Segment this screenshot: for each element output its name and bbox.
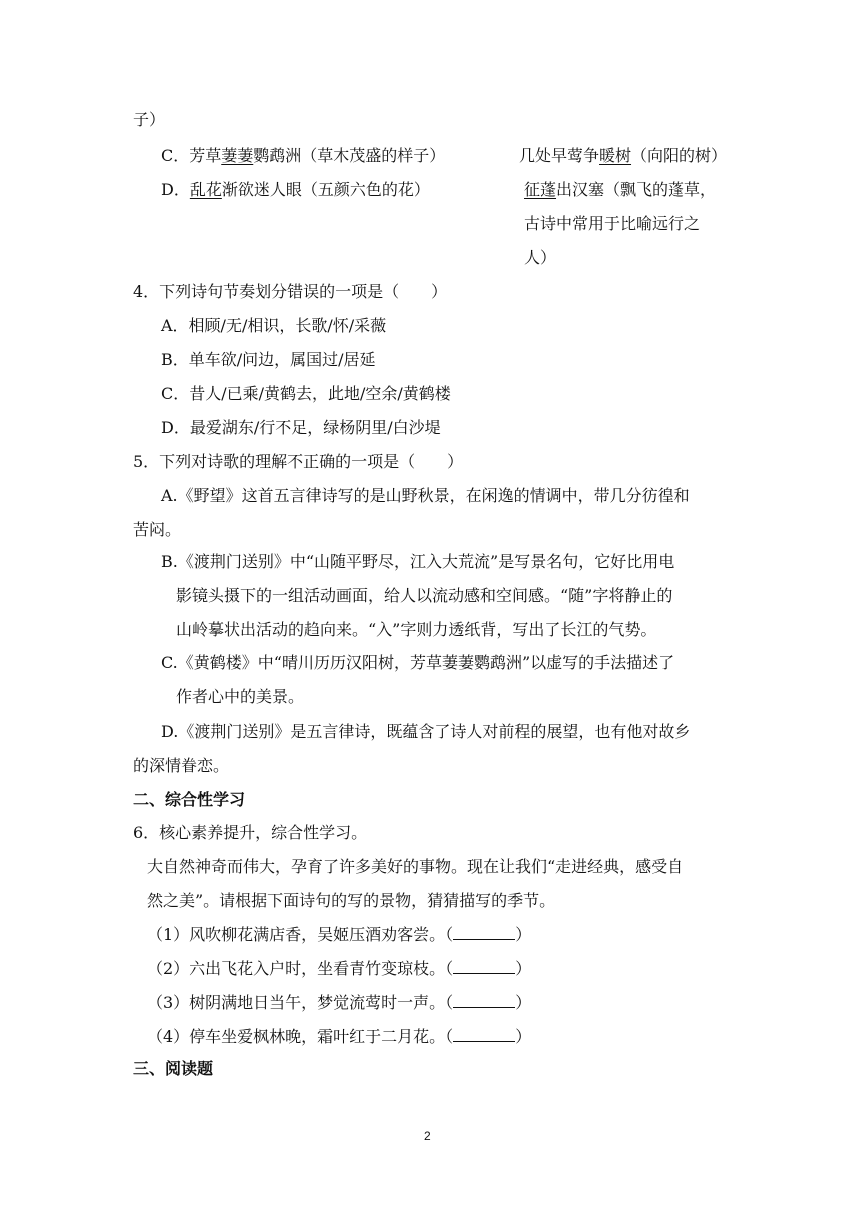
q5-option-c-line1: C.《黄鹤楼》中“晴川历历汉阳树，芳草萋萋鹦鹉洲”以虚写的手法描述了 xyxy=(161,653,675,672)
q5-option-a-line2: 苦闷。 xyxy=(133,520,182,539)
q5-option-b-line2: 影镜头摄下的一组活动画面，给人以流动感和空间感。“随”字将静止的 xyxy=(176,586,673,605)
q5-option-a-line1: A.《野望》这首五言律诗写的是山野秋景，在闲逸的情调中，带几分彷徨和 xyxy=(161,486,690,505)
q4-option-b: B．单车欲/问边，属国过/居延 xyxy=(161,350,376,369)
q5-stem: 5．下列对诗歌的理解不正确的一项是（ ） xyxy=(133,452,464,471)
answer-blank-1[interactable] xyxy=(453,925,515,940)
answer-blank-4[interactable] xyxy=(453,1027,515,1042)
q6-intro-line1: 大自然神奇而伟大，孕育了许多美好的事物。现在让我们“走进经典，感受自 xyxy=(147,857,684,876)
answer-blank-2[interactable] xyxy=(453,959,515,974)
q4-option-a: A．相顾/无/相识，长歌/怀/采薇 xyxy=(161,316,387,335)
q6-stem: 6．核心素养提升，综合性学习。 xyxy=(133,823,368,842)
q5-option-c-line2: 作者心中的美景。 xyxy=(176,687,305,706)
section-heading-comprehensive-learning: 二、综合性学习 xyxy=(133,790,246,809)
q3-option-d-right: 征蓬出汉塞（飘飞的蓬草， xyxy=(524,180,717,199)
q3-d-continuation: 子） xyxy=(133,110,166,129)
q5-option-b-line1: B.《渡荆门送别》中“山随平野尽，江入大荒流”是写景名句，它好比用电 xyxy=(161,552,675,571)
q6-intro-line2: 然之美”。请根据下面诗句的写的景物，猜猜描写的季节。 xyxy=(147,891,556,910)
section-heading-reading: 三、阅读题 xyxy=(133,1059,214,1078)
q3-option-c-left: C．芳草萋萋鹦鹉洲（草木茂盛的样子） xyxy=(161,146,446,165)
q4-option-c: C．昔人/已乘/黄鹤去，此地/空余/黄鹤楼 xyxy=(161,384,451,403)
q6-item-3: （3）树阴满地日当午，梦觉流莺时一声。（ ） xyxy=(147,993,532,1012)
q5-option-b-line3: 山岭摹状出活动的趋向来。“入”字则力透纸背，写出了长江的气势。 xyxy=(176,620,657,639)
q5-option-d-line2: 的深情眷恋。 xyxy=(133,756,230,775)
q5-option-d-line1: D.《渡荆门送别》是五言律诗，既蕴含了诗人对前程的展望，也有他对故乡 xyxy=(161,722,691,741)
q4-option-d: D．最爱湖东/行不足，绿杨阴里/白沙堤 xyxy=(161,418,441,437)
q3-option-d-right-line3: 人） xyxy=(524,248,557,267)
page-number: 2 xyxy=(424,1129,431,1143)
q6-item-4: （4）停车坐爱枫林晚，霜叶红于二月花。（ ） xyxy=(147,1027,532,1046)
q3-option-c-right: 几处早莺争暖树（向阳的树） xyxy=(519,146,728,165)
q4-stem: 4．下列诗句节奏划分错误的一项是（ ） xyxy=(133,282,448,301)
q3-option-d-right-line2: 古诗中常用于比喻远行之 xyxy=(524,214,701,233)
q3-option-d-left: D．乱花渐欲迷人眼（五颜六色的花） xyxy=(161,180,430,199)
answer-blank-3[interactable] xyxy=(453,993,515,1008)
q6-item-1: （1）风吹柳花满店香，吴姬压酒劝客尝。（ ） xyxy=(147,925,532,944)
q6-item-2: （2）六出飞花入户时，坐看青竹变琼枝。（ ） xyxy=(147,959,532,978)
